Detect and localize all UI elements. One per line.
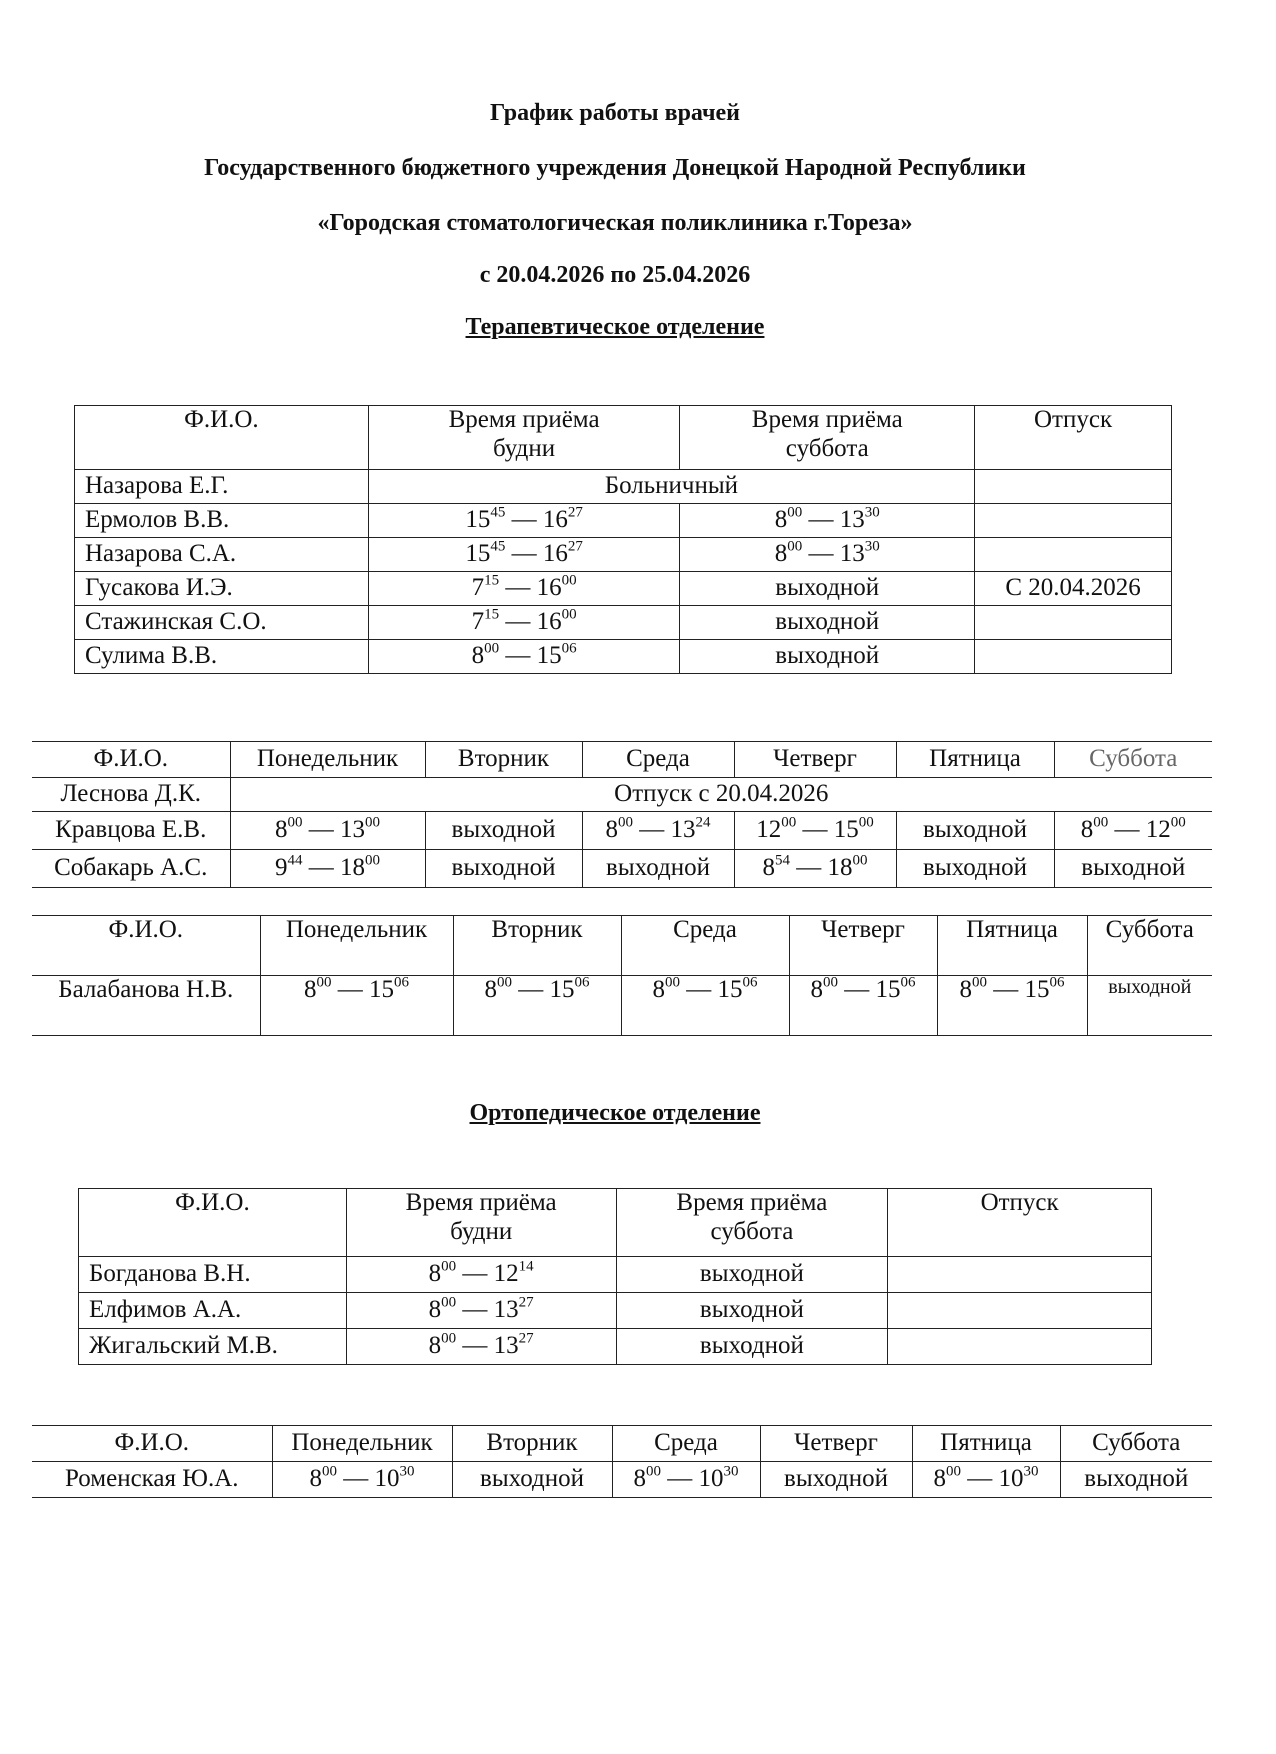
header-wednesday: Среда	[582, 742, 734, 778]
doctor-name: Роменская Ю.А.	[32, 1462, 272, 1498]
vacation-cell	[975, 504, 1172, 538]
saturday-hours: $8^{00}$ — $13^{30}$	[680, 538, 975, 572]
header-saturday: Суббота	[1087, 916, 1212, 976]
doctor-name: Назарова С.А.	[75, 538, 369, 572]
tuesday-hours: выходной	[425, 812, 582, 850]
table-row	[75, 470, 1172, 504]
table-row	[75, 572, 1172, 606]
org-line-1: Государственного бюджетного учреждения Донецкой Народной Республики	[204, 155, 1026, 181]
weekday-hours: $15^{45}$ — $16^{27}$	[368, 538, 680, 572]
wednesday-hours: выходной	[582, 850, 734, 888]
header-saturday: Время приёма суббота	[680, 406, 975, 470]
friday-hours: выходной	[896, 812, 1054, 850]
header-tuesday: Вторник	[425, 742, 582, 778]
header-tuesday: Вторник	[453, 916, 621, 976]
header-name: Ф.И.О.	[32, 1426, 272, 1462]
header-wednesday: Среда	[612, 1426, 760, 1462]
saturday-hours: выходной	[680, 606, 975, 640]
vacation-cell	[888, 1257, 1152, 1293]
table-row	[32, 1462, 1212, 1498]
header-weekday: Время приёма будни	[368, 406, 680, 470]
header-saturday: Время приёма суббота	[616, 1189, 888, 1257]
weekday-hours: $8^{00}$ — $13^{27}$	[346, 1293, 616, 1329]
doctor-name: Богданова В.Н.	[79, 1257, 347, 1293]
weekly-table-2	[32, 915, 1212, 1036]
table-header-row	[32, 916, 1212, 976]
thursday-hours: $8^{00}$ — $15^{06}$	[789, 976, 937, 1036]
header-weekday: Время приёма будни	[346, 1189, 616, 1257]
header-name: Ф.И.О.	[32, 742, 230, 778]
table-row	[32, 850, 1212, 888]
doctor-name: Балабанова Н.В.	[32, 976, 260, 1036]
header-saturday: Суббота	[1054, 742, 1212, 778]
header-thursday: Четверг	[789, 916, 937, 976]
ortho-table	[78, 1188, 1152, 1365]
thursday-hours: $8^{54}$ — $18^{00}$	[734, 850, 896, 888]
document-title: График работы врачей	[490, 100, 740, 126]
weekday-hours: $7^{15}$ — $16^{00}$	[368, 606, 680, 640]
doctor-name: Собакарь А.С.	[32, 850, 230, 888]
ortho-section-title: Ортопедическое отделение	[469, 1100, 761, 1126]
thursday-hours: $12^{00}$ — $15^{00}$	[734, 812, 896, 850]
vacation-cell: С 20.04.2026	[975, 572, 1172, 606]
vacation-cell	[888, 1329, 1152, 1365]
saturday-hours: выходной	[680, 640, 975, 674]
header-friday: Пятница	[896, 742, 1054, 778]
header-monday: Понедельник	[272, 1426, 452, 1462]
friday-hours: $8^{00}$ — $10^{30}$	[912, 1462, 1060, 1498]
saturday-hours: $8^{00}$ — $12^{00}$	[1054, 812, 1212, 850]
doctor-name: Елфимов А.А.	[79, 1293, 347, 1329]
ortho-weekly-table	[32, 1425, 1212, 1498]
table-row	[75, 606, 1172, 640]
header-saturday: Суббота	[1060, 1426, 1212, 1462]
table-row	[32, 976, 1212, 1036]
doctor-name: Гусакова И.Э.	[75, 572, 369, 606]
header-wednesday: Среда	[621, 916, 789, 976]
doctor-name: Жигальский М.В.	[79, 1329, 347, 1365]
thursday-hours: выходной	[760, 1462, 912, 1498]
saturday-hours: $8^{00}$ — $13^{30}$	[680, 504, 975, 538]
weekday-hours: $8^{00}$ — $12^{14}$	[346, 1257, 616, 1293]
weekday-hours: $15^{45}$ — $16^{27}$	[368, 504, 680, 538]
header-name: Ф.И.О.	[79, 1189, 347, 1257]
doctor-name: Кравцова Е.В.	[32, 812, 230, 850]
vacation-cell	[888, 1293, 1152, 1329]
saturday-hours: выходной	[616, 1257, 888, 1293]
doctor-name: Ермолов В.В.	[75, 504, 369, 538]
header-friday: Пятница	[912, 1426, 1060, 1462]
table-header-row	[32, 742, 1212, 778]
vacation-cell	[975, 606, 1172, 640]
tuesday-hours: выходной	[425, 850, 582, 888]
header-thursday: Четверг	[734, 742, 896, 778]
monday-hours: $8^{00}$ — $13^{00}$	[230, 812, 425, 850]
saturday-hours: выходной	[1054, 850, 1212, 888]
table-row	[79, 1329, 1152, 1365]
header-name: Ф.И.О.	[32, 916, 260, 976]
vacation-note: Отпуск с 20.04.2026	[230, 778, 1212, 812]
table-row	[32, 812, 1212, 850]
saturday-hours: выходной	[1060, 1462, 1212, 1498]
doctor-name: Сулима В.В.	[75, 640, 369, 674]
doctor-name: Стажинская С.О.	[75, 606, 369, 640]
table-header-row	[32, 1426, 1212, 1462]
table-row	[32, 778, 1212, 812]
weekday-hours: $7^{15}$ — $16^{00}$	[368, 572, 680, 606]
monday-hours: $8^{00}$ — $10^{30}$	[272, 1462, 452, 1498]
table-row	[79, 1257, 1152, 1293]
monday-hours: $9^{44}$ — $18^{00}$	[230, 850, 425, 888]
weekly-table-1	[32, 741, 1212, 888]
friday-hours: выходной	[896, 850, 1054, 888]
wednesday-hours: $8^{00}$ — $15^{06}$	[621, 976, 789, 1036]
header-thursday: Четверг	[760, 1426, 912, 1462]
saturday-hours: выходной	[680, 572, 975, 606]
vacation-cell	[975, 640, 1172, 674]
weekday-hours: $8^{00}$ — $15^{06}$	[368, 640, 680, 674]
org-line-2: «Городская стоматологическая поликлиника г.Тореза»	[317, 210, 913, 236]
period: с 20.04.2026 по 25.04.2026	[479, 262, 751, 288]
therapy-table	[74, 405, 1172, 674]
tuesday-hours: выходной	[452, 1462, 612, 1498]
header-vacation: Отпуск	[888, 1189, 1152, 1257]
monday-hours: $8^{00}$ — $15^{06}$	[260, 976, 453, 1036]
table-row	[79, 1293, 1152, 1329]
saturday-hours: выходной	[1087, 976, 1212, 1036]
wednesday-hours: $8^{00}$ — $10^{30}$	[612, 1462, 760, 1498]
wednesday-hours: $8^{00}$ — $13^{24}$	[582, 812, 734, 850]
saturday-hours: выходной	[616, 1329, 888, 1365]
table-row	[75, 640, 1172, 674]
doctor-name: Назарова Е.Г.	[75, 470, 369, 504]
doctor-name: Леснова Д.К.	[32, 778, 230, 812]
saturday-hours: выходной	[616, 1293, 888, 1329]
weekday-hours: $8^{00}$ — $13^{27}$	[346, 1329, 616, 1365]
therapy-section-title: Терапевтическое отделение	[465, 314, 765, 340]
table-row	[75, 538, 1172, 572]
vacation-cell	[975, 470, 1172, 504]
header-friday: Пятница	[937, 916, 1087, 976]
header-monday: Понедельник	[230, 742, 425, 778]
friday-hours: $8^{00}$ — $15^{06}$	[937, 976, 1087, 1036]
table-header-row	[79, 1189, 1152, 1257]
header-tuesday: Вторник	[452, 1426, 612, 1462]
tuesday-hours: $8^{00}$ — $15^{06}$	[453, 976, 621, 1036]
header-monday: Понедельник	[260, 916, 453, 976]
sick-leave: Больничный	[368, 470, 974, 504]
vacation-cell	[975, 538, 1172, 572]
header-name: Ф.И.О.	[75, 406, 369, 470]
table-row	[75, 504, 1172, 538]
header-vacation: Отпуск	[975, 406, 1172, 470]
table-header-row	[75, 406, 1172, 470]
